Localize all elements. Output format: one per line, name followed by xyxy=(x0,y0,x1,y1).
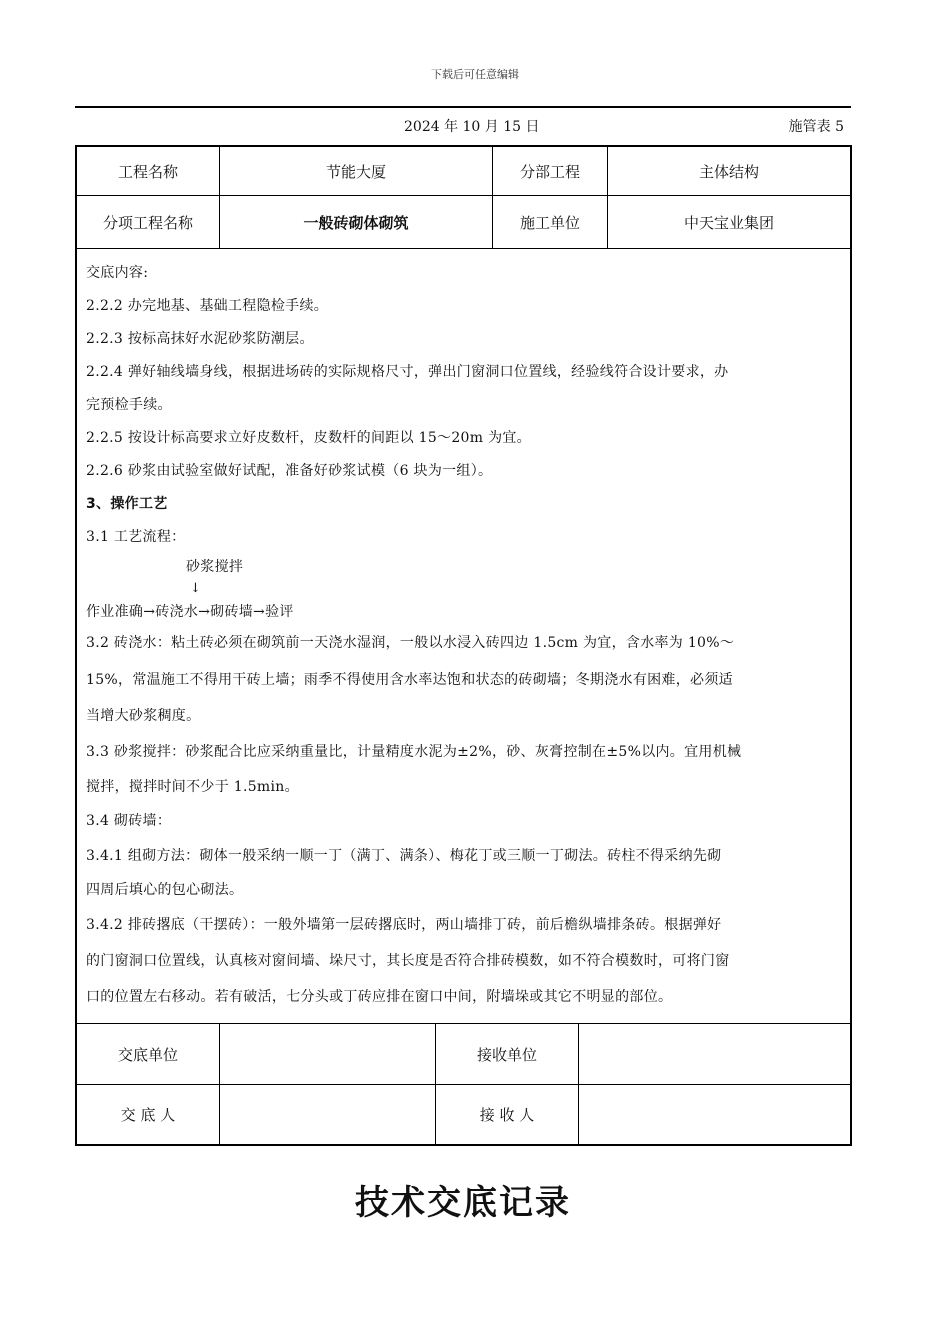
date-text: 2024 年 10 月 15 日 xyxy=(404,119,540,135)
project-name-value: 节能大厦 xyxy=(325,162,386,181)
content-paragraph: 2.2.6 砂浆由试验室做好试配，准备好砂浆试模（6 块为一组）。 xyxy=(86,463,493,479)
header-note: 下载后可任意编辑 xyxy=(431,68,519,81)
receiver-field[interactable] xyxy=(579,1085,850,1144)
flow-step-mortar: 砂浆搅拌 xyxy=(186,559,244,575)
project-name-label: 工程名称 xyxy=(117,162,178,181)
flow-down-arrow-icon: ↓ xyxy=(190,581,202,596)
content-paragraph: 2.2.2 办完地基、基础工程隐检手续。 xyxy=(86,298,329,314)
receiving-unit-label: 接收单位 xyxy=(476,1045,537,1064)
content-paragraph: 完预检手续。 xyxy=(86,397,172,413)
document-title: 技术交底记录 xyxy=(355,1183,571,1223)
content-heading: 交底内容: xyxy=(86,265,149,281)
content-paragraph: 搅拌，搅拌时间不少于 1.5min。 xyxy=(86,779,299,795)
receiver-label: 接 收 人 xyxy=(479,1106,535,1124)
content-paragraph: 3.4.1 组砌方法：砌体一般采纳一顺一丁（满丁、满条）、梅花丁或三顺一丁砌法。砖柱不得采纳先砌 xyxy=(86,848,722,864)
content-paragraph: 3.1 工艺流程： xyxy=(86,529,186,545)
issuer-field[interactable] xyxy=(220,1085,435,1144)
content-paragraph: 口的位置左右移动。若有破活，七分头或丁砖应排在窗口中间，附墙垛或其它不明显的部位。 xyxy=(86,989,673,1005)
contractor-value: 中天宝业集团 xyxy=(683,213,774,232)
content-paragraph: 当增大砂浆稠度。 xyxy=(86,708,201,724)
receiving-unit-field[interactable] xyxy=(579,1024,850,1084)
content-paragraph: 3.3 砂浆搅拌：砂浆配合比应采纳重量比，计量精度水泥为±2%，砂、灰膏控制在±5%以内。宜用机械 xyxy=(86,744,742,760)
content-paragraph: 3.4 砌砖墙： xyxy=(86,813,172,829)
disclosure-content xyxy=(86,257,846,1014)
row-divider xyxy=(77,248,850,249)
issuer-label: 交 底 人 xyxy=(120,1106,176,1124)
content-paragraph: 2.2.3 按标高抹好水泥砂浆防潮层。 xyxy=(86,331,314,347)
process-flow: 作业准确→砖浇水→砌砖墙→验评 xyxy=(86,604,294,620)
record-table xyxy=(75,145,852,1146)
content-paragraph: 2.2.5 按设计标高要求立好皮数杆，皮数杆的间距以 15～20m 为宜。 xyxy=(86,430,531,446)
content-paragraph: 15%，常温施工不得用干砖上墙；雨季不得使用含水率达饱和状态的砖砌墙；冬期浇水有困难，必须适 xyxy=(86,672,733,688)
division-value: 主体结构 xyxy=(698,162,759,181)
subitem-label: 分项工程名称 xyxy=(102,213,193,232)
division-label: 分部工程 xyxy=(519,162,580,181)
content-paragraph: 2.2.4 弹好轴线墙身线，根据进场砖的实际规格尺寸，弹出门窗洞口位置线，经验线符合设计要求，办 xyxy=(86,364,729,380)
form-number: 施管表 5 xyxy=(788,119,844,135)
issuing-unit-field[interactable] xyxy=(220,1024,435,1084)
content-paragraph: 3.4.2 排砖撂底（干摆砖）：一般外墙第一层砖撂底时，两山墙排丁砖，前后檐纵墙排条砖。根据弹好 xyxy=(86,917,722,933)
top-rule xyxy=(75,106,851,108)
content-paragraph: 的门窗洞口位置线，认真核对窗间墙、垛尺寸，其长度是否符合排砖模数，如不符合模数时，可将门窗 xyxy=(86,953,730,969)
content-paragraph: 3.2 砖浇水：粘土砖必须在砌筑前一天浇水湿润，一般以水浸入砖四边 1.5cm 为宜，含水率为 10%～ xyxy=(86,635,735,651)
issuing-unit-label: 交底单位 xyxy=(117,1045,178,1064)
content-paragraph: 四周后填心的包心砌法。 xyxy=(86,882,244,898)
section-heading: 3、操作工艺 xyxy=(86,496,168,512)
subitem-value: 一般砖砌体砌筑 xyxy=(303,213,409,232)
contractor-label: 施工单位 xyxy=(519,213,580,232)
